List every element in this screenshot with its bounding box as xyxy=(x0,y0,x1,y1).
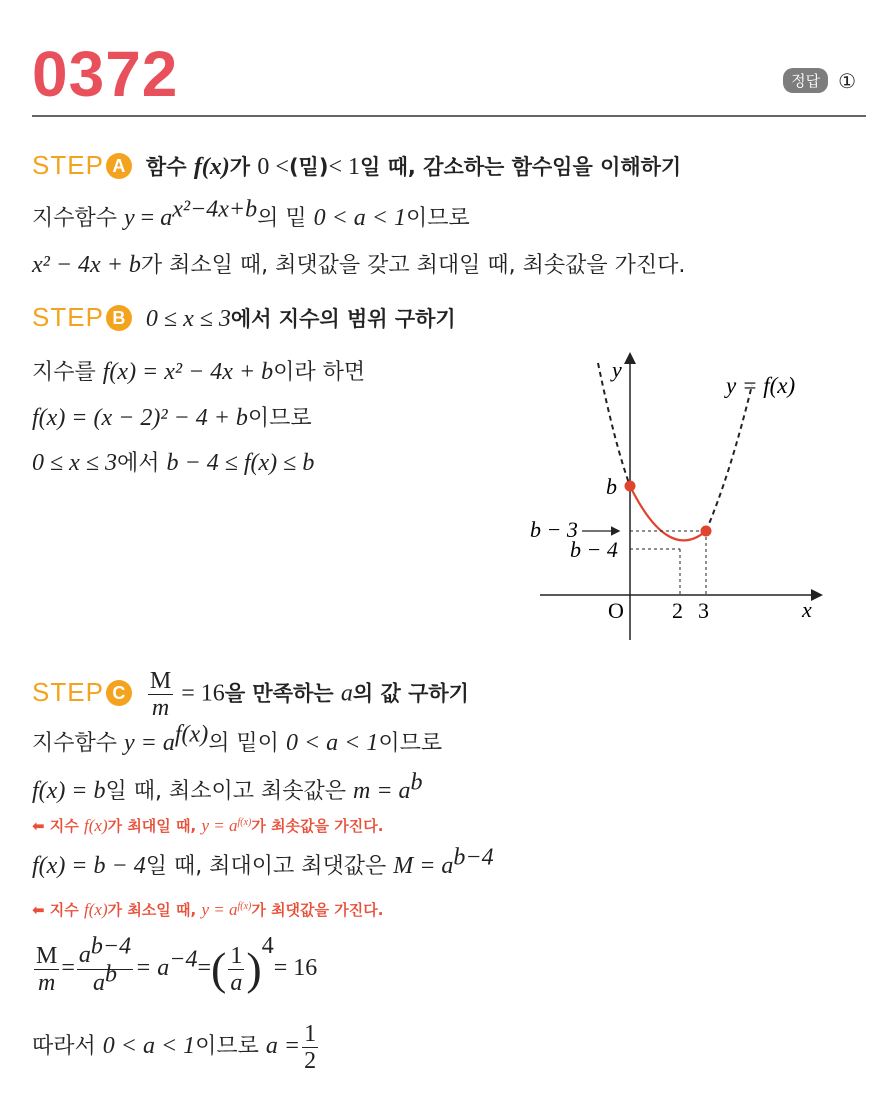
step-c-line2-expr2: m = a xyxy=(353,778,411,804)
final-frac-num: 1 xyxy=(304,1020,317,1047)
calc-frac-2-den-base: a xyxy=(92,969,105,996)
step-b-title-text: 에서 지수의 범위 구하기 xyxy=(230,307,456,331)
step-c-line-1 xyxy=(32,721,443,759)
step-a-title-fx: f(x) xyxy=(193,154,230,180)
calc-exp: −4 xyxy=(169,946,198,973)
final-ineq: 0 < a < 1 xyxy=(102,1033,196,1059)
step-b-line3-text: 에서 xyxy=(117,451,167,476)
step-a-line-2 xyxy=(32,250,685,281)
calc-frac-2-num-base: a xyxy=(78,941,91,968)
step-a-letter: A xyxy=(106,153,132,179)
step-c-note2-exp: f(x) xyxy=(237,901,252,912)
x-axis-label: x xyxy=(802,597,812,622)
step-c-note2-expr: y = a xyxy=(201,900,238,919)
final-text-1: 따라서 xyxy=(32,1034,103,1059)
step-c-heading xyxy=(32,668,469,721)
calc-frac-3-num: 1 xyxy=(230,942,243,969)
step-c-line2-exp: b xyxy=(410,769,423,796)
step-a-line1-text3: 이므로 xyxy=(406,206,470,231)
step-c-title-frac xyxy=(148,668,173,721)
step-c-note1-exp: f(x) xyxy=(237,817,252,828)
step-c-note1-text3: 가 최솟값을 가진다. xyxy=(251,817,384,835)
calc-frac-1-den: m xyxy=(38,969,56,996)
step-c-note1-text1: 지수 xyxy=(44,817,85,835)
step-c-title-frac-den: m xyxy=(151,695,170,721)
function-graph xyxy=(520,345,840,645)
final-frac xyxy=(302,1021,318,1074)
calc-paren-exp: 4 xyxy=(261,933,274,959)
step-a-line1-text2: 의 밑 xyxy=(257,206,314,231)
label-b: b xyxy=(606,474,617,499)
curve-solid-segment xyxy=(630,486,706,540)
step-c-line2-text1: 일 때, 최소이고 최솟값은 xyxy=(105,779,353,804)
step-c-final xyxy=(32,1016,320,1077)
step-c-note-2 xyxy=(32,895,383,925)
calc-frac-1 xyxy=(34,943,59,996)
calc-frac-2-den-exp: b xyxy=(104,961,117,988)
step-a-line1-ineq: 0 < a < 1 xyxy=(313,205,406,231)
step-c-line1-exp: f(x) xyxy=(174,721,209,748)
step-a-title-1: 함수 xyxy=(145,155,194,179)
tick-label-2: 2 xyxy=(672,598,683,623)
step-c-note2-text3: 가 최댓값을 가진다. xyxy=(251,901,384,919)
step-b-line1-text1: 지수를 xyxy=(32,360,103,385)
step-a-title-4: 일 때, 감소하는 함수임을 이해하기 xyxy=(359,155,682,179)
step-a-title-ineq-2: < 1 xyxy=(328,154,360,180)
step-b-line3-ineq1: 0 ≤ x ≤ 3 xyxy=(32,450,117,476)
step-b-line3-ineq2: b − 4 ≤ f(x) ≤ b xyxy=(166,450,315,476)
y-axis-label: y xyxy=(612,357,622,382)
step-c-line1-text3: 이므로 xyxy=(378,731,443,756)
step-b-tag: STEP xyxy=(32,302,104,332)
step-c-calculation xyxy=(32,933,318,999)
calc-result: = 16 xyxy=(273,955,318,981)
step-a-line1-a: a xyxy=(160,205,173,231)
step-c-line-3 xyxy=(32,844,494,882)
step-c-title-frac-num: M xyxy=(149,668,172,694)
step-a-line1-text1: 지수함수 xyxy=(32,206,125,231)
header-divider xyxy=(32,115,866,117)
step-b-line1-text2: 이라 하면 xyxy=(273,360,366,385)
step-c-title-a: a xyxy=(340,680,353,707)
step-c-letter: C xyxy=(106,680,132,706)
step-a-line1-exp: x²−4x+b xyxy=(172,196,258,223)
step-a-title-3: (밑) xyxy=(288,155,329,179)
problem-number: 0372 xyxy=(32,38,179,110)
origin-label: O xyxy=(608,598,624,623)
step-a-line1-y: y xyxy=(124,205,135,231)
calc-frac-2-num-exp: b−4 xyxy=(90,933,132,960)
step-b-letter: B xyxy=(106,305,132,331)
point-b xyxy=(625,481,636,492)
step-c-line3-expr: f(x) = b − 4 xyxy=(32,853,146,879)
calc-eq-1: = xyxy=(61,955,75,981)
step-c-tag: STEP xyxy=(32,676,104,707)
step-a-line-1 xyxy=(32,196,470,234)
point-x-3 xyxy=(701,526,712,537)
step-a-tag: STEP xyxy=(32,150,104,180)
calc-frac-1-num: M xyxy=(36,942,58,969)
step-c-line-2 xyxy=(32,769,423,807)
step-c-note2-text1: 지수 xyxy=(44,901,85,919)
step-b-title-ineq: 0 ≤ x ≤ 3 xyxy=(145,306,231,332)
step-c-title-eq: = 16 xyxy=(175,680,225,707)
step-b-line-2 xyxy=(32,403,312,434)
step-c-line2-expr: f(x) = b xyxy=(32,778,106,804)
calc-frac-3-den: a xyxy=(230,969,243,996)
answer-badge: 정답 xyxy=(783,68,828,93)
step-a-line2-text: 가 최소일 때, 최댓값을 갖고 최대일 때, 최솟값을 가진다. xyxy=(140,253,686,278)
answer-value: ① xyxy=(838,68,856,93)
final-text-2: 이므로 xyxy=(195,1034,266,1059)
step-c-line3-exp: b−4 xyxy=(453,844,494,871)
step-c-note-1 xyxy=(32,811,383,841)
curve-label: y = f(x) xyxy=(726,373,796,398)
step-c-title-text1: 을 만족하는 xyxy=(224,681,341,706)
step-c-line3-text: 일 때, 최대이고 최댓값은 xyxy=(145,854,394,879)
left-paren: ( xyxy=(211,943,227,994)
final-expr: a = xyxy=(265,1033,301,1059)
step-c-line1-expr: y = a xyxy=(124,730,175,756)
label-b-minus-3: b − 3 xyxy=(530,517,578,542)
step-b-line2-expr: f(x) = (x − 2)² − 4 + b xyxy=(32,405,248,431)
step-c-note2-fx: f(x) xyxy=(84,900,108,919)
step-c-note1-text2: 가 최대일 때, xyxy=(107,817,202,835)
step-c-line1-text1: 지수함수 xyxy=(32,731,125,756)
step-c-note1-expr: y = a xyxy=(201,816,238,835)
calc-frac-3 xyxy=(228,943,244,996)
step-a-heading xyxy=(32,150,681,182)
calc-frac-2-den xyxy=(77,961,133,997)
step-c-title-text2: 의 값 구하기 xyxy=(352,681,469,706)
note-1-arrow-icon: ⬅ xyxy=(32,817,45,835)
curve-dashed-right xyxy=(706,385,752,531)
step-a-line2-expr: x² − 4x + b xyxy=(32,252,141,278)
final-frac-den: 2 xyxy=(304,1047,317,1074)
step-a-title-ineq-1: 0 < xyxy=(257,154,289,180)
calc-eq-2: = a xyxy=(135,955,170,981)
label-b-minus-4: b − 4 xyxy=(570,537,618,562)
step-a-title-2: 가 xyxy=(229,155,258,179)
calc-eq-3: = xyxy=(197,955,212,981)
step-b-line2-text: 이므로 xyxy=(247,406,312,431)
step-b-line-3 xyxy=(32,448,314,479)
step-c-line1-text2: 의 밑이 xyxy=(208,731,286,756)
step-c-note2-text2: 가 최소일 때, xyxy=(107,901,202,919)
step-c-line3-expr2: M = a xyxy=(393,853,454,879)
note-2-arrow-icon: ⬅ xyxy=(32,901,45,919)
calc-frac-2 xyxy=(77,933,133,997)
tick-label-3: 3 xyxy=(698,598,709,623)
step-c-line1-ineq: 0 < a < 1 xyxy=(285,730,379,756)
step-c-note1-fx: f(x) xyxy=(84,816,108,835)
answer-area xyxy=(783,68,856,93)
step-b-line-1 xyxy=(32,357,365,388)
step-a-line1-eq: = xyxy=(134,205,161,231)
right-paren: ) xyxy=(246,943,262,994)
step-b-line1-expr: f(x) = x² − 4x + b xyxy=(102,359,274,385)
step-b-heading xyxy=(32,302,456,334)
